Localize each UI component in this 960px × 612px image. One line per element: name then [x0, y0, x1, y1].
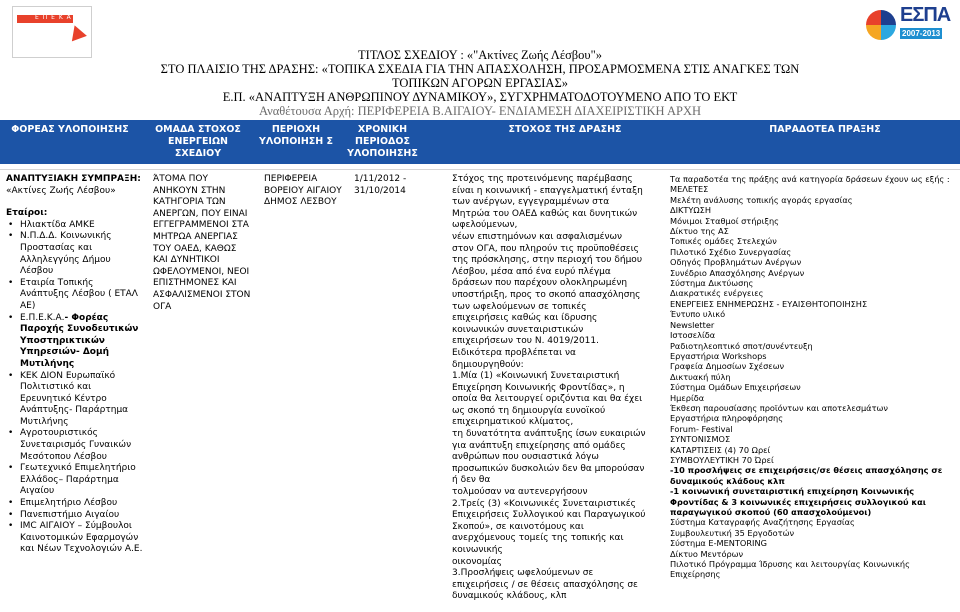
deliverable-item: Ιστοσελίδα [670, 330, 716, 341]
partnership-name: «Ακτίνες Ζωής Λέσβου» [6, 185, 116, 196]
deliverable-item: Εργαστήρια πληροφόρησης [670, 413, 784, 424]
deliverable-item: Newsletter [670, 319, 715, 330]
deliverable-item: ΣΥΜΒΟΥΛΕΥΤΙΚΗ 70 Ώρεί [670, 454, 774, 465]
goal-paragraph: 3.Προσλήψεις ωφελούμενων σε επιχειρήσεις / σε θέσεις απασχόλησης σε δυναμικούς κλάδους, κλπ [452, 568, 638, 602]
deliverable-item: Εργαστήρια Workshops [670, 350, 767, 361]
header-target-group: ΟΜΑΔΑ ΣΤΟΧΟΣ ΕΝΕΡΓΕΙΩΝ ΣΧΕΔΙΟΥ [155, 124, 241, 159]
deliverable-item: ΚΑΤΑΡΤΙΣΕΙΣ (4) 70 Ωρεί [670, 444, 771, 455]
contracting-authority: Αναθέτουσα Αρχή: ΠΕΡΙΦΕΡΕΙΑ Β.ΑΙΓΑΙΟΥ- ΕΝΔΙΑΜΕΣΗ ΔΙΑΧΕΙΡΙΣΤΙΚΗ ΑΡΧΗ [258, 104, 702, 118]
deliverable-bold-line: -1 κοινωνική συνεταιριστική επιχείρηση Κοινωνικής Φροντίδας & 3 κοινωνικές επιχειρήσεις συλλογικού και παραγωγικού σκοπού (60 απασχολούμενοι) [670, 486, 926, 517]
deliverable-item: Οδηγός Προβλημάτων Ανέργων [670, 257, 802, 268]
document-title [120, 48, 840, 118]
deliverable-item: Σύστημα Καταγραφής Αναζήτησης Εργασίας [670, 517, 855, 528]
deliverable-bold-line: -10 προσλήψεις σε επιχειρήσεις/σε θέσεις απασχόλησης σε δυναμικούς κλάδους κλπ [670, 465, 943, 486]
deliverable-item: Μόνιμοι Σταθμοί στήριξης [670, 215, 779, 226]
deliverable-item: ΣΥΝΤΟΝΙΣΜΟΣ [670, 434, 731, 445]
deliverable-item: Ημερίδα [670, 392, 705, 403]
deliverables-tail-list [670, 517, 952, 579]
deliverables-intro: Τα παραδοτέα της πράξης ανά κατηγορία δράσεων έχουν ως εξής : [670, 174, 950, 184]
list-item: • Επιμελητήριο Λέσβου [6, 498, 144, 510]
goal-paragraph: 1.Μία (1) «Κοινωνική Συνεταιριστική Επιχείρηση Κοινωνικής Φροντίδας», η οποία θα λειτουργεί οριζόντια και θα έχει ως σκοπό τη δημιουργία ευνοϊκού επιχειρηματικού κλίματος, [452, 371, 643, 428]
goal-paragraph: Ειδικότερα προβλέπεται να δημιουργηθούν: [452, 347, 576, 370]
deliverable-item: Μελέτη ανάλυσης τοπικής αγοράς εργασίας [670, 194, 853, 205]
partner-4-rest: - Φορέας Παροχής Συνοδευτικών Υποστηρικτικών Υπηρεσιών- Δομή Μυτιλήνης [20, 312, 139, 369]
deliverable-item: Συνέδριο Απασχόλησης Ανέργων [670, 267, 805, 278]
partnership-heading: ΑΝΑΠΤΥΞΙΑΚΗ ΣΥΜΠΡΑΞΗ: [6, 174, 141, 184]
header-goal: ΣΤΟΧΟΣ ΤΗΣ ΔΡΑΣΗΣ [508, 124, 622, 135]
header-body: ΦΟΡΕΑΣ ΥΛΟΠΟΙΗΣΗΣ [11, 124, 129, 135]
espa-years: 2007-2013 [902, 29, 941, 38]
goal-paragraph: τη δυνατότητα ανάπτυξης ίσων ευκαιριών για ανάπτυξη επιχείρησης από ομάδες ανθρώπων που ουσιαστικά λόγω προσωπικών δυσκολιών δεν θα μπορούσαν ή δεν θα [452, 429, 646, 486]
espa-emblem-icon [866, 10, 896, 40]
partner-4-prefix: Ε.Π.Ε.Κ.Α. [20, 312, 65, 323]
deliverable-item: ΜΕΛΕΤΕΣ [670, 184, 709, 195]
espa-logo-text: ΕΣΠΑ [900, 4, 951, 26]
list-item: • Ηλιακτίδα ΑΜΚΕ [6, 220, 144, 232]
list-item: • Γεωτεχνικό Επιμελητήριο Ελλάδος– Παράρτημα Αιγαίου [6, 463, 144, 498]
deliverable-item: Δίκτυο της ΑΣ [670, 226, 729, 237]
epeka-logo [12, 6, 92, 58]
header-region: ΠΕΡΙΟΧΗ ΥΛΟΠΟΙΗΣΗ Σ [258, 124, 334, 147]
goal-paragraph: νέων επιστημόνων και ασφαλισμένων στον ΟΓΑ, που πληρούν τις προϋποθέσεις της πρόσκλησης, στην περιοχή του δήμου Λέσβου, μέσα από ένα ευρύ πλέγμα δράσεων που παρέχουν ολοκληρωμένη υποστήριξη, προς το σκοπό απασχόλησης των ωφελούμενων σε τοπικές επιχειρήσεις καθώς και ίδρυσης κοινωνικών συνεταιριστικών επιχειρήσεων του Ν. 4019/2011. [452, 231, 643, 347]
deliverable-item: Έκθεση παρουσίασης προϊόντων και αποτελεσμάτων [670, 402, 888, 413]
period-text: 1/11/2012 - 31/10/2014 [354, 174, 407, 196]
deliverable-item: Έντυπο υλικό [670, 309, 726, 320]
espa-logo [860, 2, 956, 62]
deliverables-list [670, 184, 952, 465]
deliverable-item: Τοπικές ομάδες Στελεχών [670, 236, 777, 247]
list-item: • Εταιρία Τοπικής Ανάπτυξης Λέσβου ( ΕΤΑΛ ΑΕ) [6, 278, 144, 313]
title-line-3: ΤΟΠΙΚΩΝ ΑΓΟΡΩΝ ΕΡΓΑΣΙΑΣ» [392, 76, 568, 90]
list-item: • IMC ΑΙΓΑΙΟΥ – Σύμβουλοι Καινοτομικών Εφαρμογών και Νέων Τεχνολογιών Α.Ε. [6, 521, 144, 556]
deliverable-item: Forum- Festival [670, 423, 733, 434]
deliverable-item: ΕΝΕΡΓΕΙΕΣ ΕΝΗΜΕΡΩΣΗΣ - ΕΥΑΙΣΘΗΤΟΠΟΙΗΣΗΣ [670, 298, 868, 309]
list-item: • Αγροτουριστικός Συνεταιρισμός Γυναικών Μεσότοπου Λέσβου [6, 428, 144, 463]
title-line-1: ΤΙΤΛΟΣ ΣΧΕΔΙΟΥ : «"Ακτίνες Ζωής Λέσβου"» [358, 48, 602, 62]
partners-label: Εταίροι: [6, 208, 48, 219]
goal-paragraph: Στόχος της προτεινόμενης παρέμβασης είναι η κοινωνική - επαγγελματική ένταξη των ανέργων, εγγεγραμμένων στα Μητρώα του ΟΑΕΔ καθώς και δυνητικών ωφελούμενων, [452, 174, 643, 231]
goal-paragraph: τολμούσαν να αυτενεργήσουν [452, 487, 588, 498]
logo-star-icon [67, 23, 87, 42]
target-group-cell [153, 174, 253, 313]
implementing-body-cell [6, 174, 144, 556]
list-item: • ΚΕΚ ΔΙΟΝ Ευρωπαϊκό Πολιτιστικό και Ερευνητικό Κέντρο Ανάπτυξης- Παράρτημα Μυτιλήνης [6, 371, 144, 429]
goal-cell [452, 174, 646, 603]
deliverable-item: Δίκτυο Μεντόρων [670, 548, 744, 559]
goal-paragraph: οικονομίας [452, 556, 502, 567]
list-item: • Πανεπιστήμιο Αιγαίου [6, 510, 144, 522]
deliverable-item: Συμβουλευτική 35 Εργοδοτών [670, 527, 795, 538]
deliverable-item: Δικτυακή πύλη [670, 371, 731, 382]
deliverable-item: Σύστημα E-MENTORING [670, 538, 767, 549]
deliverables-cell [670, 174, 952, 580]
region-text: ΠΕΡΙΦΕΡΕΙΑ ΒΟΡΕΙΟΥ ΑΙΓΑΙΟΥ ΔΗΜΟΣ ΛΕΣΒΟΥ [264, 174, 342, 208]
header-period: ΧΡΟΝΙΚΗ ΠΕΡΙΟΔΟΣ ΥΛΟΠΟΙΗΣΗΣ [347, 124, 418, 159]
period-cell [354, 174, 426, 197]
list-item [6, 313, 144, 371]
list-item: • Ν.Π.Δ.Δ. Κοινωνικής Προστασίας και Αλληλεγγύης Δήμου Λέσβου [6, 231, 144, 277]
title-line-2: ΣΤΟ ΠΛΑΙΣΙΟ ΤΗΣ ΔΡΑΣΗΣ: «ΤΟΠΙΚΑ ΣΧΕΔΙΑ ΓΙΑ ΤΗΝ ΑΠΑΣΧΟΛΗΣΗ, ΠΡΟΣΑΡΜΟΣΜΕΝΑ ΣΤΙΣ ΑΝΑΓΚΕΣ ΤΩΝ [160, 62, 800, 76]
target-group-text: ΆΤΟΜΑ ΠΟΥ ΑΝΗΚΟΥΝ ΣΤΗΝ ΚΑΤΗΓΟΡΙΑ ΤΩΝ ΑΝΕΡΓΩΝ, ΠΟΥ ΕΙΝΑΙ ΕΓΓΕΓΡΑΜΜΕΝΟΙ ΣΤΑ ΜΗΤΡΩΑ ΑΝΕΡΓΙΑΣ ΤΟΥ ΟΑΕΔ, ΚΑΘΩΣ ΚΑΙ ΔΥΝΗΤΙΚΟΙ ΩΦΕΛΟΥΜΕΝΟΙ, ΝΕΟΙ ΕΠΙΣΤΗΜΟΝΕΣ ΚΑΙ ΑΣΦΑΛΙΣΜΕΝΟΙ ΣΤΟΝ ΟΓΑ [153, 174, 251, 312]
logo-left-text: Ε Π Ε Κ Α [35, 14, 72, 21]
deliverable-item: Σύστημα Ομάδων Επιχειρήσεων [670, 382, 801, 393]
header-divider [0, 164, 960, 170]
deliverable-item: Ραδιοτηλεοπτικό σποτ/συνέντευξη [670, 340, 813, 351]
region-cell [264, 174, 344, 209]
deliverable-item: Σύστημα Δικτύωσης [670, 278, 754, 289]
partners-list [6, 220, 144, 556]
deliverable-item: ΔΙΚΤΥΩΣΗ [670, 205, 711, 216]
goal-paragraph: 2.Τρείς (3) «Κοινωνικές Συνεταιριστικές Επιχειρήσεις Συλλογικού και Παραγωγικού Σκοπού», σε καινοτόμους και ανερχόμενους τομείς της τοπικής και κοινωνικής [452, 498, 646, 555]
deliverable-item: Διακρατικές ενέργειες [670, 288, 764, 299]
title-line-4: Ε.Π. «ΑΝΑΠΤΥΞΗ ΑΝΘΡΩΠΙΝΟΥ ΔΥΝΑΜΙΚΟΥ», ΣΥΓΧΡΗΜΑΤΟΔΟΤΟΥΜΕΝΟ ΑΠΟ ΤΟ ΕΚΤ [222, 90, 738, 104]
table-header-row [0, 120, 960, 164]
deliverable-item: Πιλοτικό Σχέδιο Συνεργασίας [670, 246, 792, 257]
deliverable-item: Γραφεία Δημοσίων Σχέσεων [670, 361, 785, 372]
header-deliverables: ΠΑΡΑΔΟΤΕΑ ΠΡΑΞΗΣ [769, 124, 881, 135]
deliverable-item: Πιλοτικό Πρόγραμμα Ίδρυσης και λειτουργίας Κοινωνικής Επιχείρησης [670, 559, 910, 580]
